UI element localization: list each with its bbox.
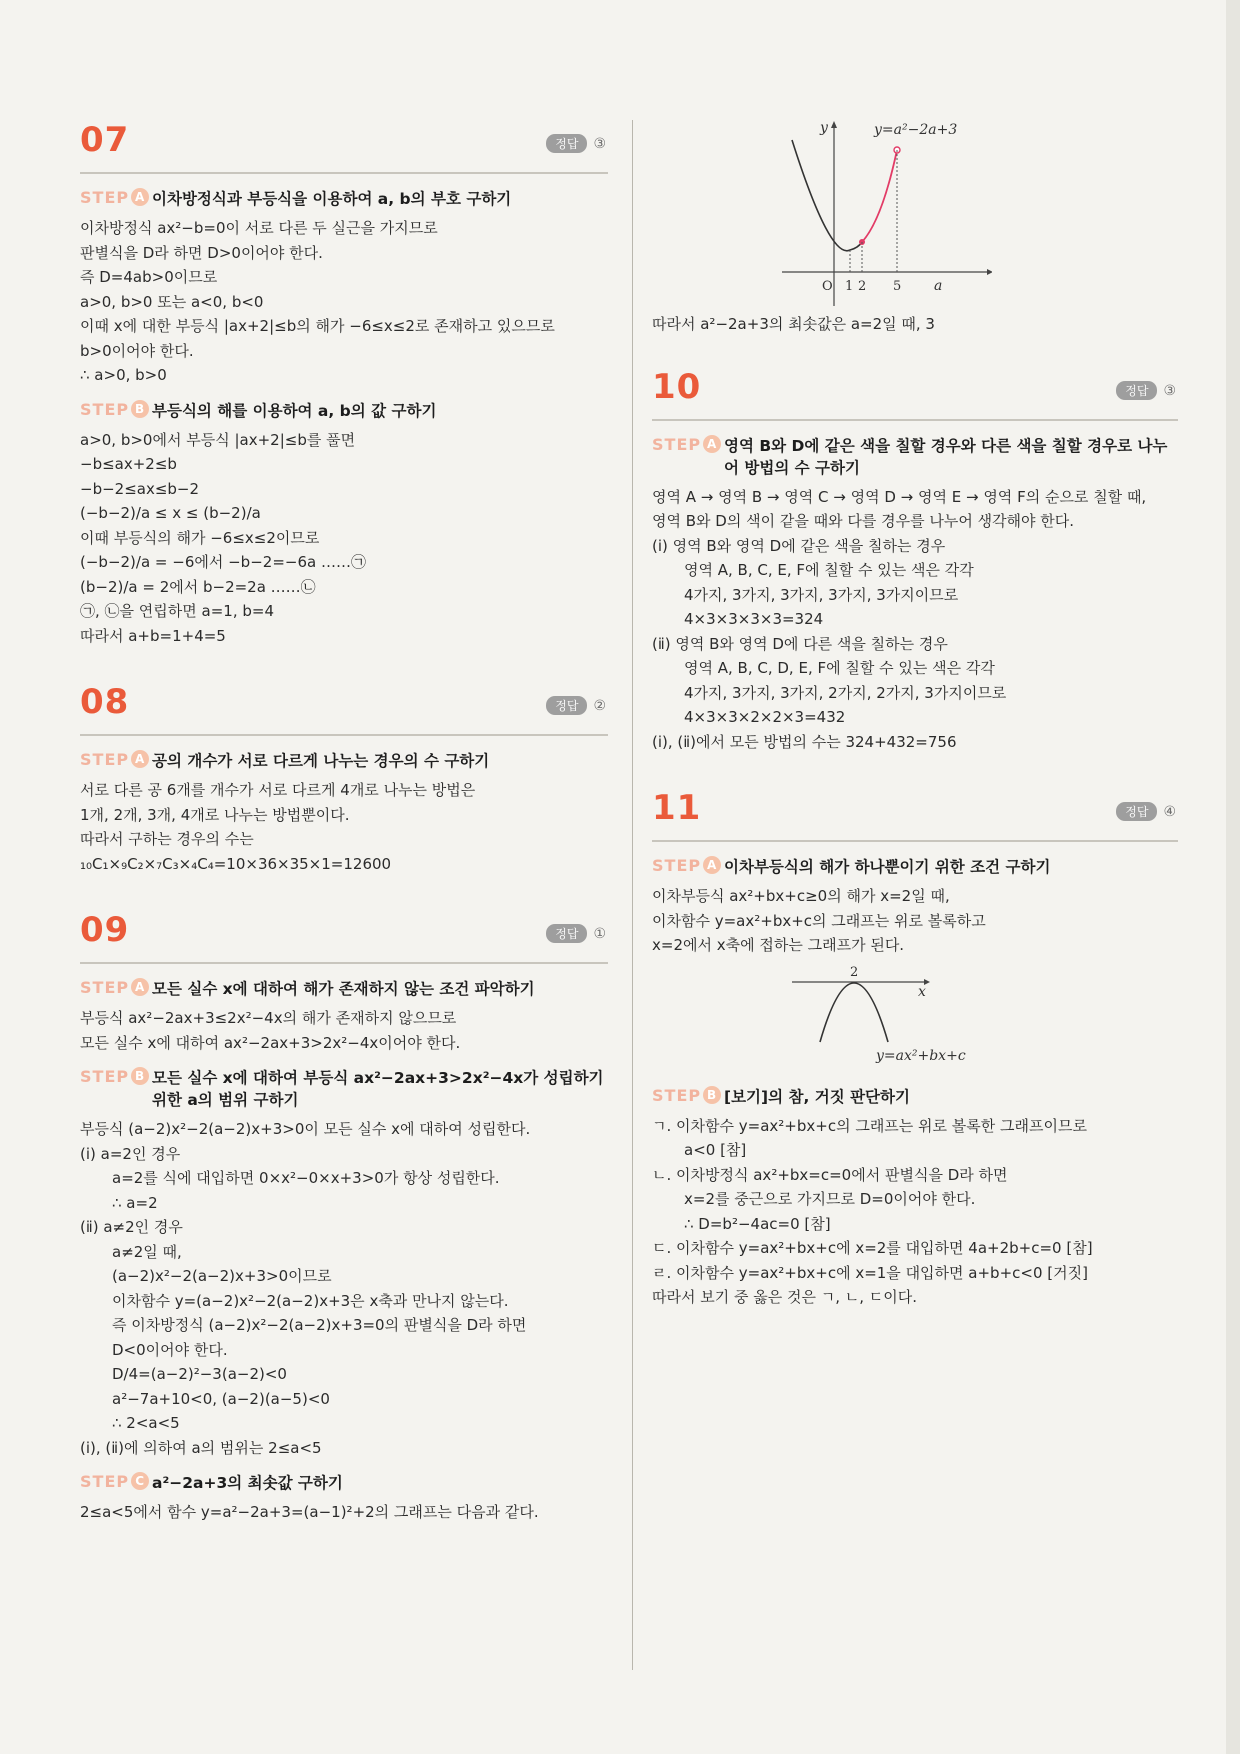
answer	[546, 696, 606, 715]
tick-label: 5	[893, 279, 902, 294]
tick-label: 2	[850, 964, 859, 980]
problem-number: 07	[80, 120, 130, 160]
problem-header	[652, 788, 1178, 842]
solution-line: ㄴ. 이차방정식 ax²+bx=c=0에서 판별식을 D라 하면	[652, 1165, 1008, 1184]
solution-line: 서로 다른 공 6개를 개수가 서로 다르게 4개로 나누는 방법은	[80, 781, 476, 799]
solution-line: (ⅱ) a≠2인 경우	[80, 1218, 183, 1236]
solution-line: 이차함수 y=ax²+bx+c의 그래프는 위로 볼록하고	[652, 911, 986, 930]
tick-label: 1	[845, 279, 854, 294]
y-axis-label: y	[820, 120, 828, 136]
problem-header	[652, 367, 1178, 421]
step-tag: STEP A	[80, 978, 152, 997]
step-title: 영역 B와 D에 같은 색을 칠할 경우와 다른 색을 칠할 경우로 나누어 방법의 수 구하기	[724, 436, 1168, 477]
step-heading	[80, 188, 608, 210]
solution-line: a>0, b>0에서 부등식 |ax+2|≤b를 풀면	[80, 430, 356, 449]
step-heading	[652, 435, 1178, 479]
solution-line: (−b−2)/a = −6에서 −b−2=−6a ……㉠	[80, 553, 366, 571]
answer-value: ①	[593, 926, 606, 942]
solution-line: 즉 이차방정식 (a−2)x²−2(a−2)x+3=0의 판별식을 D라 하면	[112, 1316, 527, 1334]
solution-line: ₁₀C₁×₉C₂×₇C₃×₄C₄=10×36×35×1=12600	[80, 854, 392, 873]
solution-line: a>0, b>0 또는 a<0, b<0	[80, 292, 264, 311]
solution-line: 영역 A, B, C, D, E, F에 칠할 수 있는 색은 각각	[684, 659, 995, 677]
solution-line: ∴ a>0, b>0	[80, 366, 167, 384]
solution-line: a<0 [참]	[684, 1141, 747, 1159]
step-title: 이차방정식과 부등식을 이용하여 a, b의 부호 구하기	[152, 190, 512, 208]
solution-line: 1개, 2개, 3개, 4개로 나누는 방법뿐이다.	[80, 805, 350, 824]
step-letter-icon: A	[703, 856, 721, 874]
step-title: a²−2a+3의 최솟값 구하기	[152, 1474, 343, 1492]
tick-label: 2	[858, 279, 867, 294]
solution-line: (−b−2)/a ≤ x ≤ (b−2)/a	[80, 504, 261, 522]
step-letter-icon: C	[131, 1472, 149, 1490]
solution-line: ∴ 2<a<5	[112, 1414, 180, 1432]
solution-line: 따라서 구하는 경우의 수는	[80, 830, 254, 848]
left-column	[80, 120, 608, 1525]
step-heading	[80, 978, 608, 1000]
step-letter-icon: B	[131, 1067, 149, 1085]
y-axis-arrow-icon	[831, 121, 837, 128]
step-letter-icon: A	[131, 188, 149, 206]
solution-line: ㄷ. 이차함수 y=ax²+bx+c에 x=2를 대입하면 4a+2b+c=0 [참]	[652, 1239, 1093, 1257]
page-edge	[1226, 0, 1240, 1754]
solution-line: ㉠, ㉡을 연립하면 a=1, b=4	[80, 602, 274, 620]
parabola-curve	[792, 140, 862, 251]
solution-line: 부등식 ax²−2ax+3≤2x²−4x의 해가 존재하지 않으므로	[80, 1009, 457, 1027]
solution-line: 4×3×3×2×2×3=432	[684, 708, 846, 726]
step-title: [보기]의 참, 거짓 판단하기	[724, 1087, 910, 1106]
answer-badge: 정답	[1116, 802, 1157, 821]
solution-line: (ⅰ), (ⅱ)에서 모든 방법의 수는 324+432=756	[652, 732, 957, 751]
solution-line: ∴ a=2	[112, 1193, 158, 1212]
step-tag: STEP B	[80, 400, 152, 419]
problem-number: 09	[80, 910, 130, 950]
solution-line: 따라서 a+b=1+4=5	[80, 626, 226, 645]
answer-badge: 정답	[546, 696, 587, 715]
solution-line: ㄱ. 이차함수 y=ax²+bx+c의 그래프는 위로 볼록한 그래프이므로	[652, 1116, 1087, 1135]
solution-line: 부등식 (a−2)x²−2(a−2)x+3>0이 모든 실수 x에 대하여 성립한다.	[80, 1120, 531, 1138]
problem-header	[80, 120, 608, 174]
step-heading	[80, 750, 608, 772]
answer-value: ②	[593, 698, 606, 714]
solution-line: 2≤a<5에서 함수 y=a²−2a+3=(a−1)²+2의 그래프는 다음과 같다.	[80, 1503, 539, 1521]
step-letter-icon: B	[703, 1086, 721, 1104]
step-letter-icon: A	[703, 435, 721, 453]
solution-line: (a−2)x²−2(a−2)x+3>0이므로	[112, 1267, 332, 1285]
solution-line: D/4=(a−2)²−3(a−2)<0	[112, 1365, 287, 1383]
step-tag: STEP B	[652, 1086, 724, 1105]
x-axis-label: x	[918, 983, 926, 1000]
step-title: 이차부등식의 해가 하나뿐이기 위한 조건 구하기	[724, 858, 1051, 876]
step-heading	[80, 1472, 608, 1494]
answer	[546, 924, 606, 943]
problem-header	[80, 910, 608, 964]
solution-line: 모든 실수 x에 대하여 ax²−2ax+3>2x²−4x이어야 한다.	[80, 1033, 461, 1052]
parabola-highlight	[862, 150, 897, 242]
problem-10	[652, 367, 1178, 755]
problem-number: 11	[652, 788, 702, 828]
problem-07	[80, 120, 608, 648]
solution-line: a=2를 식에 대입하면 0×x²−0×x+3>0가 항상 성립한다.	[112, 1169, 500, 1187]
answer-badge: 정답	[546, 924, 587, 943]
step-tag: STEP B	[80, 1067, 152, 1086]
step-tag: STEP A	[80, 750, 152, 769]
solution-line: (b−2)/a = 2에서 b−2=2a ……㉡	[80, 577, 316, 596]
solution-line: 즉 D=4ab>0이므로	[80, 268, 218, 286]
step-title: 공의 개수가 서로 다르게 나누는 경우의 수 구하기	[152, 752, 490, 770]
answer-value: ④	[1163, 804, 1176, 820]
problem-11	[652, 788, 1178, 1310]
answer-badge: 정답	[1116, 381, 1157, 400]
solution-line: 4×3×3×3×3=324	[684, 610, 824, 628]
problem-header	[80, 682, 608, 736]
problem-08	[80, 682, 608, 876]
step-title: 모든 실수 x에 대하여 해가 존재하지 않는 조건 파악하기	[152, 980, 535, 998]
curve-label: y=a²−2a+3	[874, 122, 958, 138]
solution-line: 영역 A, B, C, E, F에 칠할 수 있는 색은 각각	[684, 561, 974, 579]
parabola-graph-09	[782, 120, 992, 308]
step-heading	[80, 1067, 608, 1111]
answer-value: ③	[1163, 382, 1176, 399]
answer	[1116, 802, 1176, 821]
parabola-curve	[820, 983, 888, 1042]
problem-09	[80, 910, 608, 1525]
solution-line: (ⅰ) 영역 B와 영역 D에 같은 색을 칠하는 경우	[652, 536, 946, 555]
solution-line: (ⅰ) a=2인 경우	[80, 1144, 181, 1163]
answer	[1116, 381, 1176, 400]
solution-line: 4가지, 3가지, 3가지, 2가지, 2가지, 3가지이므로	[684, 683, 1007, 702]
solution-line: 따라서 보기 중 옳은 것은 ㄱ, ㄴ, ㄷ이다.	[652, 1288, 918, 1306]
solution-line: −b−2≤ax≤b−2	[80, 479, 200, 498]
right-column	[652, 120, 1178, 1310]
conclusion-line: 따라서 a²−2a+3의 최솟값은 a=2일 때, 3	[652, 315, 935, 333]
step-letter-icon: A	[131, 750, 149, 768]
solution-line: −b≤ax+2≤b	[80, 455, 177, 473]
problem-number: 10	[652, 366, 702, 407]
solution-line: 이때 x에 대한 부등식 |ax+2|≤b의 해가 −6≤x≤2로 존재하고 있으므로	[80, 317, 555, 335]
answer-value: ③	[593, 136, 606, 152]
solution-line: a²−7a+10<0, (a−2)(a−5)<0	[112, 1389, 330, 1408]
solution-line: ∴ D=b²−4ac=0 [참]	[684, 1214, 831, 1233]
solution-line: 이차부등식 ax²+bx+c≥0의 해가 x=2일 때,	[652, 887, 950, 905]
solution-line: a≠2일 때,	[112, 1242, 182, 1261]
solution-line: 이차방정식 ax²−b=0이 서로 다른 두 실근을 가지므로	[80, 219, 438, 237]
answer-badge: 정답	[546, 134, 587, 153]
step-title: 부등식의 해를 이용하여 a, b의 값 구하기	[152, 401, 437, 420]
solution-line: 이차함수 y=(a−2)x²−2(a−2)x+3은 x축과 만나지 않는다.	[112, 1291, 509, 1310]
solution-line: b>0이어야 한다.	[80, 341, 194, 360]
step-title: 모든 실수 x에 대하여 부등식 ax²−2ax+3>2x²−4x가 성립하기 위한 a의 범위 구하기	[152, 1069, 604, 1109]
curve-label: y=ax²+bx+c	[876, 1047, 966, 1064]
step-heading	[652, 856, 1178, 878]
solution-line: 이때 부등식의 해가 −6≤x≤2이므로	[80, 528, 320, 547]
step-heading	[652, 1086, 1178, 1108]
solution-line: x=2를 중근으로 가지므로 D=0이어야 한다.	[684, 1190, 976, 1208]
solution-line: 영역 A → 영역 B → 영역 C → 영역 D → 영역 E → 영역 F의 순으로 칠할 때,	[652, 487, 1147, 506]
step-letter-icon: A	[131, 978, 149, 996]
solution-line: (ⅱ) 영역 B와 영역 D에 다른 색을 칠하는 경우	[652, 634, 948, 653]
solution-line: 4가지, 3가지, 3가지, 3가지, 3가지이므로	[684, 585, 959, 604]
column-divider	[632, 120, 633, 1670]
solution-line: D<0이어야 한다.	[112, 1340, 228, 1359]
solution-line: x=2에서 x축에 접하는 그래프가 된다.	[652, 936, 905, 954]
solution-line: 판별식을 D라 하면 D>0이어야 한다.	[80, 243, 323, 262]
step-heading	[80, 400, 608, 422]
step-tag: STEP C	[80, 1472, 152, 1491]
a-axis-label: a	[934, 278, 943, 294]
solution-line: ㄹ. 이차함수 y=ax²+bx+c에 x=1을 대입하면 a+b+c<0 [거짓]	[652, 1263, 1088, 1282]
step-letter-icon: B	[131, 400, 149, 418]
a-axis-arrow-icon	[987, 269, 992, 275]
origin-label: O	[822, 279, 833, 294]
step-tag: STEP A	[652, 435, 724, 454]
problem-number: 08	[80, 682, 130, 722]
solution-line: 영역 B와 D의 색이 같을 때와 다를 경우를 나누어 생각해야 한다.	[652, 512, 1075, 530]
solution-line: (ⅰ), (ⅱ)에 의하여 a의 범위는 2≤a<5	[80, 1438, 322, 1457]
step-tag: STEP A	[80, 188, 152, 207]
answer	[546, 134, 606, 153]
step-tag: STEP A	[652, 856, 724, 875]
parabola-graph-11	[792, 964, 992, 1064]
